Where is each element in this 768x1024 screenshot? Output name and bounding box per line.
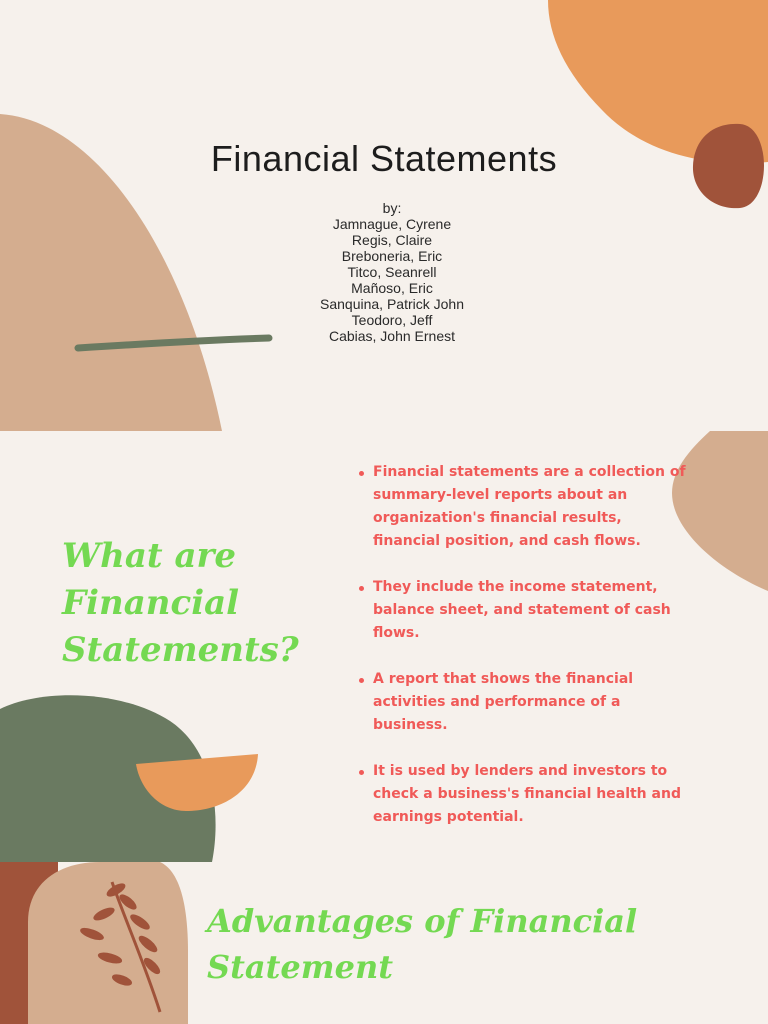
author-list — [242, 200, 542, 344]
bullet-item: A report that shows the financial activities and performance of a business. — [356, 668, 686, 737]
author-name: Teodoro, Jeff — [351, 312, 433, 328]
definition-slide — [0, 431, 768, 862]
definition-bullet-list — [356, 461, 686, 852]
by-label: by: — [382, 200, 402, 216]
author-name: Cabias, John Ernest — [328, 328, 456, 344]
tan-arch-shape — [28, 862, 188, 1024]
tan-corner-shape — [672, 431, 768, 591]
title-slide — [0, 0, 768, 431]
author-name: Regis, Claire — [351, 232, 433, 248]
bullet-item: They include the income statement, balance sheet, and statement of cash flows. — [356, 576, 686, 645]
author-name: Mañoso, Eric — [351, 280, 433, 296]
presentation-title: Financial Statements — [210, 138, 558, 179]
author-name: Sanquina, Patrick John — [320, 296, 464, 312]
author-name: Breboneria, Eric — [341, 248, 443, 264]
section-heading: Advantages of Financial Statement — [207, 902, 638, 986]
bullet-item: Financial statements are a collection of summary-level reports about an organization's financial results, financial position, and cash flows. — [356, 461, 686, 553]
bullet-item: It is used by lenders and investors to check a business's financial health and earnings potential. — [356, 760, 686, 829]
author-name: Titco, Seanrell — [347, 264, 437, 280]
advantages-slide — [0, 862, 768, 1024]
author-name: Jamnague, Cyrene — [332, 216, 452, 232]
section-heading: What are Financial Statements? — [62, 536, 299, 670]
